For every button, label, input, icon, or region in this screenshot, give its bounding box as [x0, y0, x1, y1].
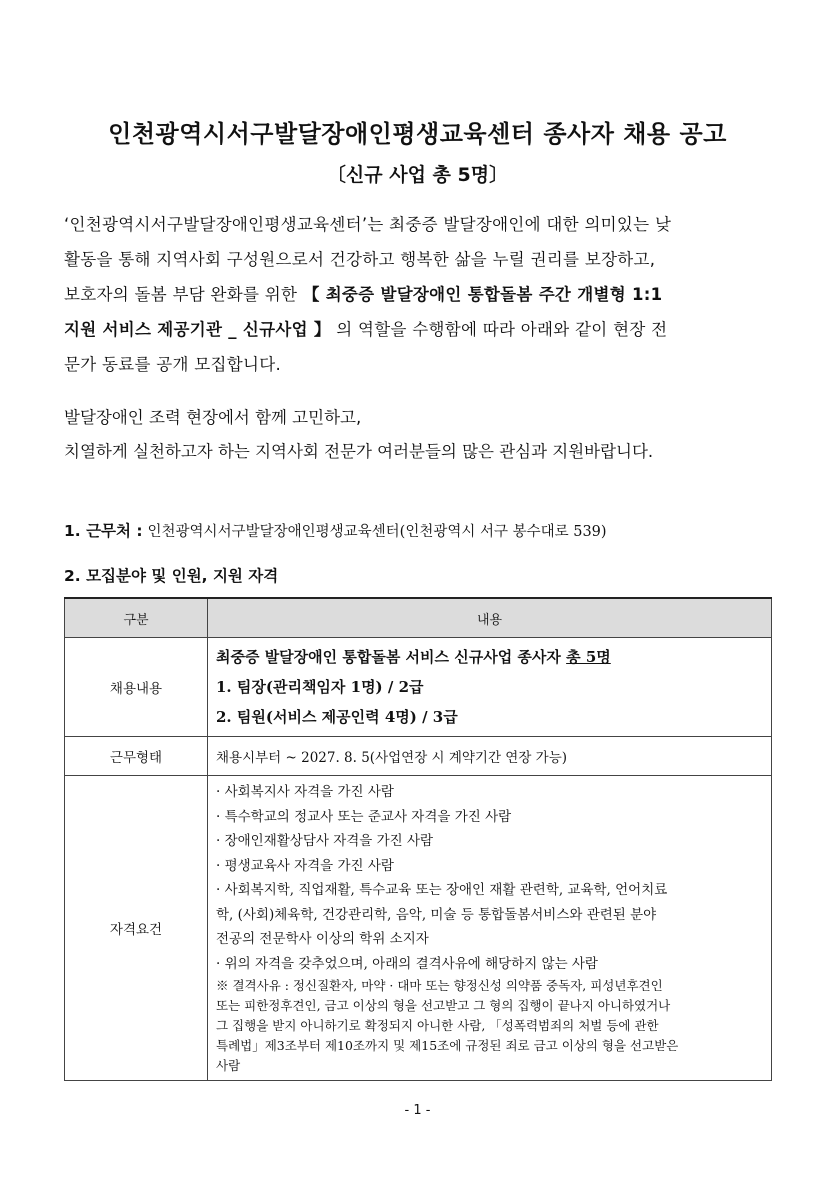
qualification-item: 학, (사회)체육학, 건강관리학, 음악, 미술 등 통합돌봄서비스와 관련된 분야 — [216, 906, 657, 923]
qualification-item: · 특수학교의 정교사 또는 준교사 자격을 가진 사람 — [216, 808, 512, 825]
qualification-item: · 사회복지사 자격을 가진 사람 — [216, 784, 394, 800]
qualification-item: · 평생교육사 자격을 가진 사람 — [216, 857, 394, 874]
intro-line-3-text: 보호자의 돌봄 부담 완화를 위한 — [64, 285, 303, 304]
header-content: 내용 — [208, 598, 772, 638]
hiring-team-member: 2. 팀원(서비스 제공인력 4명) / 3급 — [216, 708, 458, 726]
intro-line-5: 문가 동료를 공개 모집합니다. — [64, 355, 282, 374]
page-number: - 1 - — [404, 1103, 431, 1118]
page-subtitle: 〔신규 사업 총 5명〕 — [326, 164, 509, 186]
disqualification-note: 또는 피한정후견인, 금고 이상의 형을 선고받고 그 형의 집행이 끝나지 아니하였거나 — [216, 998, 671, 1013]
qualification-item: · 사회복지학, 직업재활, 특수교육 또는 장애인 재활 관련학, 교육학, 언어치료 — [216, 882, 668, 898]
intro-paragraph — [64, 207, 774, 382]
table-row-employment-type — [65, 737, 772, 776]
table-header-row — [65, 598, 772, 638]
table-row-hiring — [65, 638, 772, 737]
row-content-qualifications — [208, 776, 772, 1081]
section-workplace-value: 인천광역시서구발달장애인평생교육센터(인천광역시 서구 봉수대로 539) — [147, 524, 607, 540]
row-content-hiring — [208, 638, 772, 737]
closing-line-1: 발달장애인 조력 현장에서 함께 고민하고, — [64, 408, 362, 427]
row-label-hiring: 채용내용 — [65, 638, 208, 737]
intro-line-3 — [64, 277, 774, 312]
intro-highlight-2: 지원 서비스 제공기관 _ 신규사업 】 — [64, 320, 331, 339]
disqualification-note: ※ 결격사유 : 정신질환자, 마약 · 대마 또는 향정신성 의약품 중독자, 피성년후견인 — [216, 978, 663, 993]
disqualification-note: 사람 — [216, 1058, 241, 1073]
row-label-employment-type: 근무형태 — [65, 737, 208, 776]
qualification-item: · 위의 자격을 갖추었으며, 아래의 결격사유에 해당하지 않는 사람 — [216, 955, 598, 972]
page-title: 인천광역시서구발달장애인평생교육센터 종사자 채용 공고 — [108, 120, 727, 148]
intro-highlight-1: 【 최중증 발달장애인 통합돌봄 주간 개별형 1:1 — [302, 285, 663, 304]
row-content-employment-type: 채용시부터 ~ 2027. 8. 5(사업연장 시 계약기간 연장 가능) — [208, 737, 772, 776]
section-recruitment — [64, 564, 278, 586]
intro-line-2: 활동을 통해 지역사회 구성원으로서 건강하고 행복한 삶을 누릴 권리를 보장하고, — [64, 250, 656, 269]
hiring-summary-text: 최중증 발달장애인 통합돌봄 서비스 신규사업 종사자 — [216, 648, 567, 666]
hiring-summary — [216, 642, 763, 672]
section-recruitment-heading: 2. 모집분야 및 인원, 지원 자격 — [64, 567, 279, 585]
closing-paragraph — [64, 401, 784, 469]
table-row-qualifications — [65, 776, 772, 1081]
intro-line-1: ‘인천광역시서구발달장애인평생교육센터’는 최중증 발달장애인에 대한 의미있는 낮 — [64, 215, 672, 234]
section-workplace — [64, 519, 607, 541]
intro-line-4-text: 의 역할을 수행함에 따라 아래와 같이 현장 전 — [336, 320, 668, 339]
disqualification-note: 그 집행을 받지 아니하기로 확정되지 아니한 사람, 「성폭력범죄의 처벌 등에 관한 — [216, 1018, 659, 1033]
hiring-total: 총 5명 — [566, 648, 611, 666]
disqualification-note: 특례법」제3조부터 제10조까지 및 제15조에 규정된 죄로 금고 이상의 형을 선고받은 — [216, 1038, 679, 1053]
qualification-item: · 장애인재활상담사 자격을 가진 사람 — [216, 833, 434, 849]
closing-line-2: 치열하게 실천하고자 하는 지역사회 전문가 여러분들의 많은 관심과 지원바랍니다. — [64, 442, 654, 461]
intro-line-4 — [64, 312, 774, 347]
recruitment-table — [64, 597, 772, 1081]
hiring-team-leader: 1. 팀장(관리책임자 1명) / 2급 — [216, 678, 424, 696]
row-label-qualifications: 자격요건 — [65, 776, 208, 1081]
section-workplace-heading: 1. 근무처 : — [64, 522, 143, 540]
qualification-item: 전공의 전문학사 이상의 학위 소지자 — [216, 931, 429, 947]
header-category: 구분 — [65, 598, 208, 638]
